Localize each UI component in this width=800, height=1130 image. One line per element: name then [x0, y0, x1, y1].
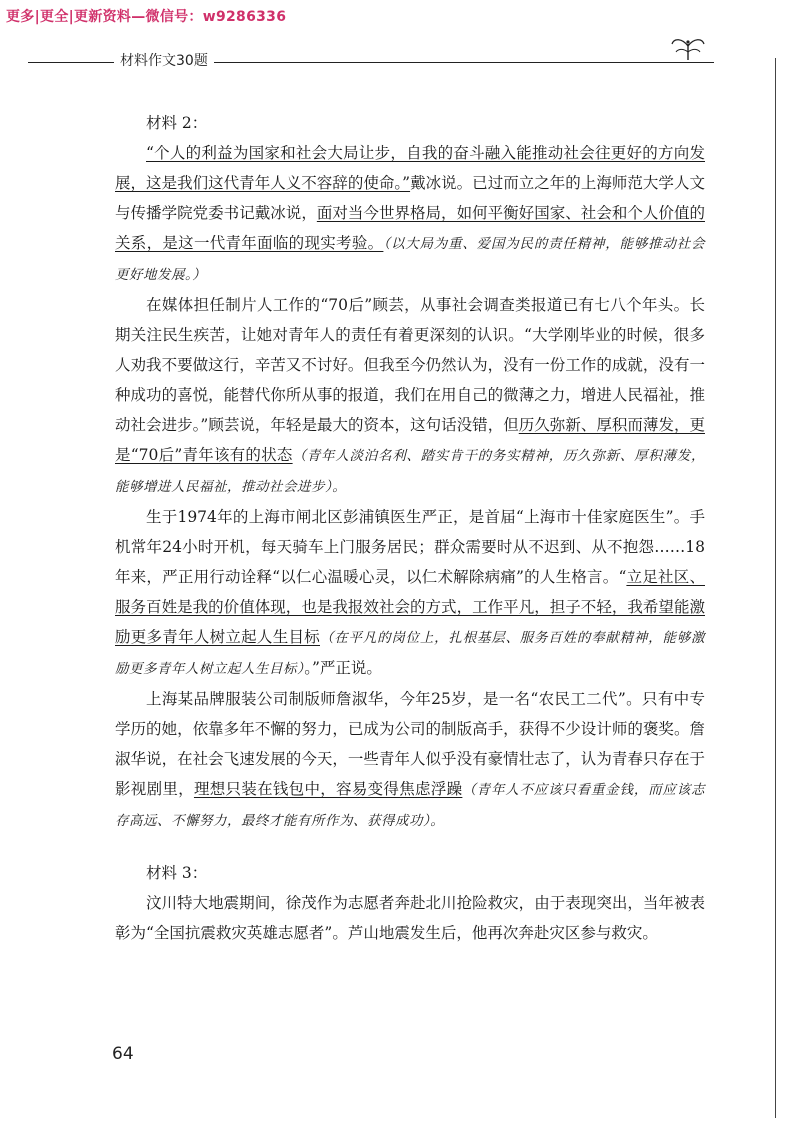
paragraph — [115, 502, 705, 684]
material-2-heading: 材料 2： — [146, 114, 208, 132]
section-gap — [115, 836, 705, 858]
underlined-quote: “个人的利益为国家和社会大局让步，自我的奋斗融入能推动社会往更好的方向发展，这是我们这代青年人义不容辞的使命。” — [115, 144, 705, 192]
annotation-note: （青年人淡泊名利、踏实肯干的务实精神，历久弥新、厚积薄发，能够增进人民福祉，推动社会进步）。 — [115, 448, 705, 495]
paragraph — [115, 684, 705, 836]
paragraph: 汶川特大地震期间，徐茂作为志愿者奔赴北川抢险救灾，由于表现突出，当年被表彰为“全国抗震救灾英雄志愿者”。芦山地震发生后，他再次奔赴灾区参与救灾。 — [115, 894, 705, 942]
body-text: 生于1974年的上海市闸北区彭浦镇医生严正，是首届“上海市十佳家庭医生”。手机常年24小时开机，每天骑车上门服务居民；群众需要时从不迟到、从不抱怨……18年来，严正用行动诠释“以仁心温暖心灵，以仁术解除病痛”的人生格言。“ — [115, 508, 705, 586]
page-body — [115, 108, 705, 948]
body-text: 上海某品牌服装公司制版师詹淑华，今年25岁，是一名“农民工二代”。只有中专学历的她，依靠多年不懈的努力，已成为公司的制版高手，获得不少设计师的褒奖。詹淑华说，在社会飞速发展的今天，一些青年人似乎没有豪情壮志了，认为青春只存在于影视剧里， — [115, 690, 705, 798]
annotation-note: （以大局为重、爱国为民的责任精神，能够推动社会更好地发展。） — [115, 236, 705, 283]
paragraph — [115, 290, 705, 502]
underlined-text: 面对当今世界格局，如何平衡好国家、社会和个人价值的关系，是这一代青年面临的现实考验。 — [115, 204, 705, 252]
material-3-heading: 材料 3： — [146, 864, 208, 882]
ornament-icon — [668, 36, 708, 62]
underlined-text: 立足社区、服务百姓是我的价值体现，也是我报效社会的方式，工作平凡，担子不轻，我希望能激励更多青年人树立起人生目标 — [115, 568, 705, 646]
annotation-note: （在平凡的岗位上，扎根基层、服务百姓的奉献精神，能够激励更多青年人树立起人生目标） — [115, 630, 705, 677]
paragraph — [115, 138, 705, 290]
body-text: 在媒体担任制片人工作的“70后”顾芸，从事社会调查类报道已有七八个年头。长期关注民生疾苦，让她对青年人的责任有着更深刻的认识。“大学刚毕业的时候，很多人劝我不要做这行，辛苦又不讨好。但我至今仍然认为，没有一份工作的成就，没有一种成功的喜悦，能替代你所从事的报道，我们在用自己的微薄之力，增进人民福祉，推动社会进步。”顾芸说，年轻是最大的资本，这句话没错，但 — [115, 296, 705, 434]
body-text: 。”严正说。 — [304, 659, 382, 677]
header-title: 材料作文30题 — [114, 50, 214, 70]
body-text: 戴冰说。已过而立之年的上海师范大学人文与传播学院党委书记戴冰说， — [115, 174, 705, 222]
annotation-note: （青年人不应该只看重金钱，而应该志存高远、不懈努力，最终才能有所作为、获得成功）。 — [115, 782, 705, 829]
page-right-rule — [775, 58, 776, 1118]
underlined-text: 历久弥新、厚积而薄发，更是“70后”青年该有的状态 — [115, 416, 705, 464]
underlined-text: 理想只装在钱包中，容易变得焦虑浮躁 — [193, 780, 463, 798]
page-number: 64 — [112, 1044, 134, 1064]
watermark-text: 更多|更全|更新资料—微信号：w9286336 — [6, 9, 287, 25]
